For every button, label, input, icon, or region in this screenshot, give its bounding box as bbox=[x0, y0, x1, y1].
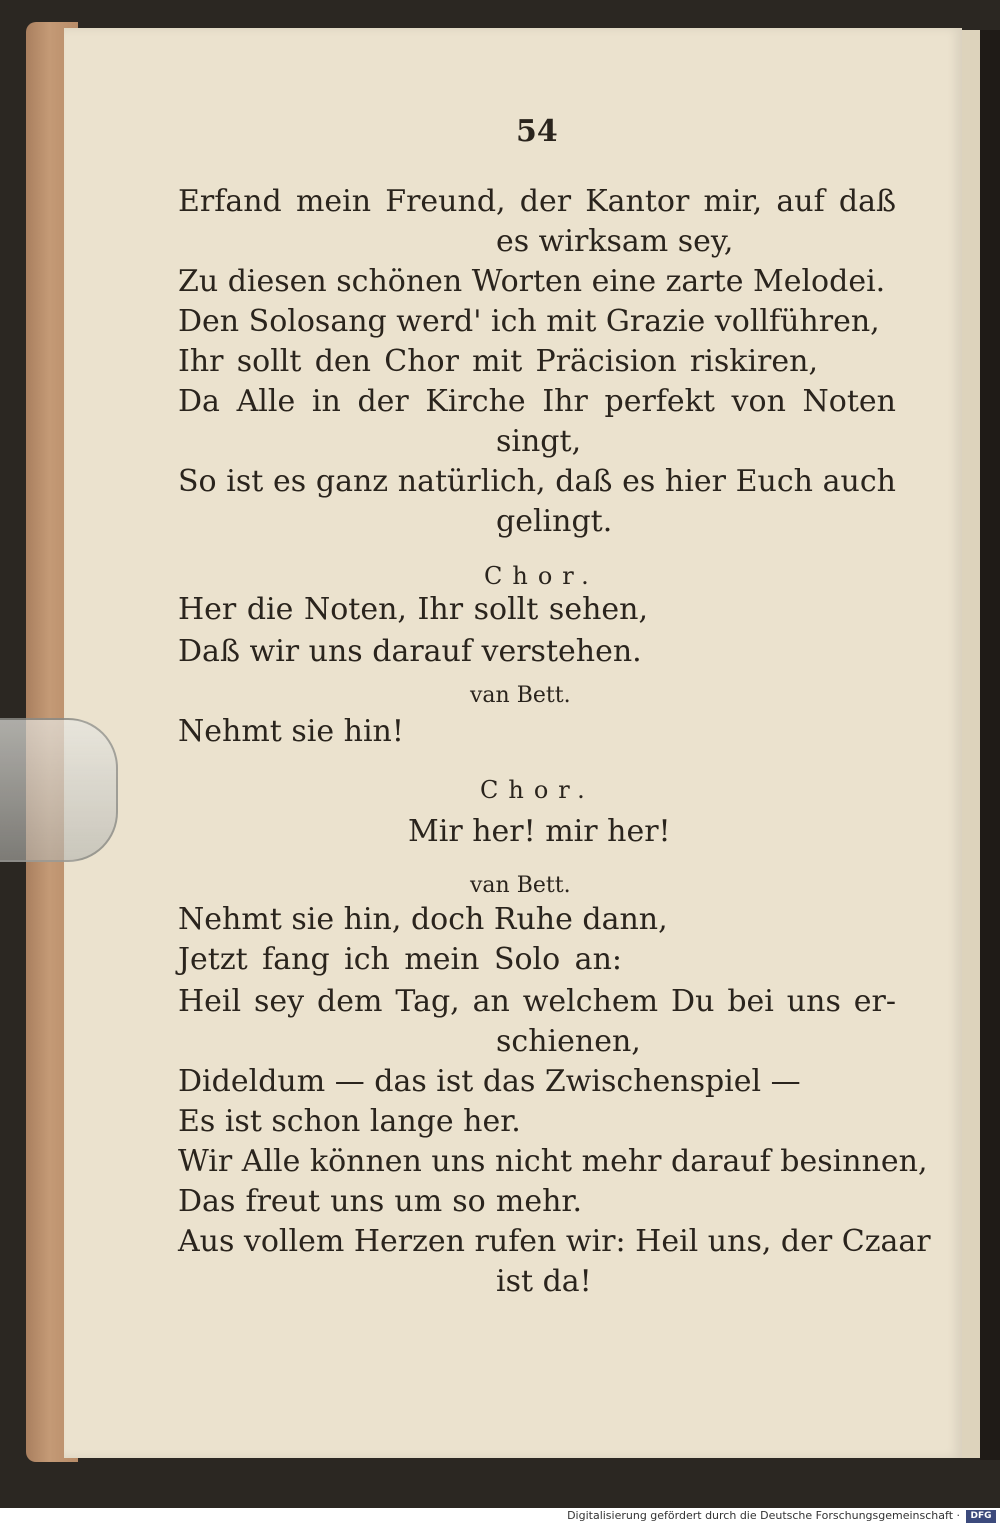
text-line-11: Her die Noten, Ihr sollt sehen, bbox=[178, 592, 648, 627]
text-line-5: Ihr sollt den Chor mit Präcision riskiren, bbox=[178, 344, 818, 379]
text-line-24: Wir Alle können uns nicht mehr darauf besinnen, bbox=[178, 1144, 928, 1179]
text-line-19: Jetzt fang ich mein Solo an: bbox=[178, 942, 622, 977]
speaker-van-bett-1: van Bett. bbox=[470, 683, 571, 708]
text-line-6: Da Alle in der Kirche Ihr perfekt von Noten bbox=[178, 384, 896, 419]
page-clip bbox=[0, 718, 118, 862]
page-number: 54 bbox=[516, 114, 558, 149]
dfg-logo: DFG bbox=[966, 1510, 996, 1523]
speaker-chor-1: Chor. bbox=[484, 562, 599, 590]
text-line-20: Heil sey dem Tag, an welchem Du bei uns er- bbox=[178, 984, 896, 1019]
text-line-2: es wirksam sey, bbox=[496, 224, 734, 259]
digitization-credit: Digitalisierung gefördert durch die Deutsche Forschungsgemeinschaft · bbox=[567, 1509, 960, 1522]
text-line-7: singt, bbox=[496, 424, 582, 459]
text-line-1: Erfand mein Freund, der Kantor mir, auf daß bbox=[178, 184, 896, 219]
text-line-26: Aus vollem Herzen rufen wir: Heil uns, der Czaar bbox=[178, 1224, 931, 1259]
text-line-25: Das freut uns um so mehr. bbox=[178, 1184, 582, 1219]
text-line-8: So ist es ganz natürlich, daß es hier Euch auch bbox=[178, 464, 896, 499]
text-line-9: gelingt. bbox=[496, 504, 613, 539]
scan-border bbox=[980, 30, 1000, 1460]
speaker-van-bett-2: van Bett. bbox=[470, 873, 571, 898]
text-line-3: Zu diesen schönen Worten eine zarte Melodei. bbox=[178, 264, 886, 299]
text-line-18: Nehmt sie hin, doch Ruhe dann, bbox=[178, 902, 668, 937]
text-line-21: schienen, bbox=[496, 1024, 641, 1059]
text-line-14: Nehmt sie hin! bbox=[178, 714, 404, 749]
text-line-16: Mir her! mir her! bbox=[408, 814, 671, 849]
facing-page-edge bbox=[962, 30, 980, 1458]
speaker-chor-2: Chor. bbox=[480, 776, 595, 804]
text-line-27: ist da! bbox=[496, 1264, 592, 1299]
text-line-23: Es ist schon lange her. bbox=[178, 1104, 521, 1139]
text-line-4: Den Solosang werd' ich mit Grazie vollführen, bbox=[178, 304, 880, 339]
text-line-12: Daß wir uns darauf verstehen. bbox=[178, 634, 642, 669]
text-line-22: Dideldum — das ist das Zwischenspiel — bbox=[178, 1064, 801, 1099]
